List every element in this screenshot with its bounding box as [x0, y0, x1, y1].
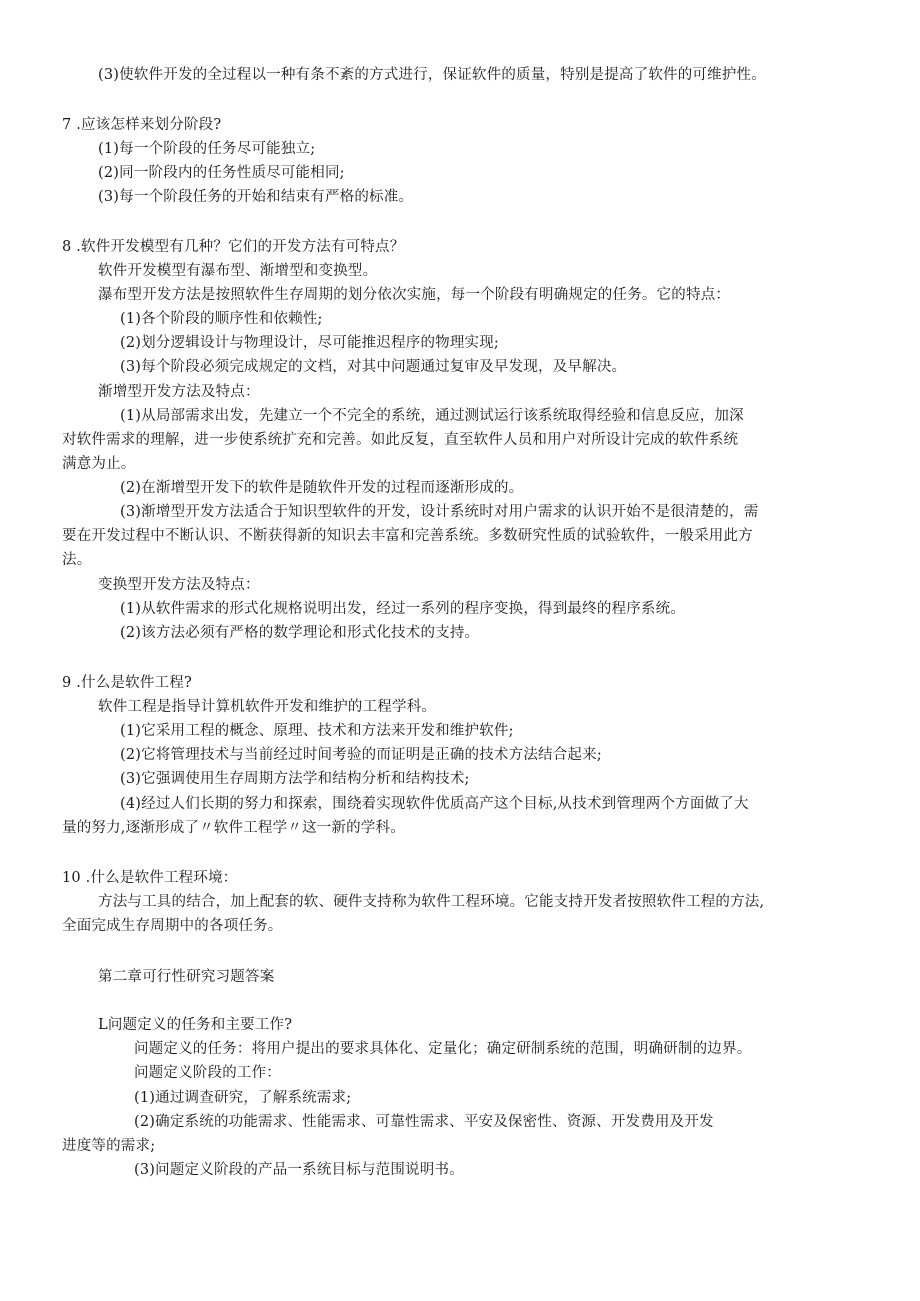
text-line: 满意为止。	[62, 456, 136, 472]
text-line: 全面完成生存周期中的各项任务。	[62, 918, 283, 934]
list-item: (1)通过调查研究，了解系统需求;	[134, 1090, 352, 1106]
list-item: (3)它强调使用生存周期方法学和结构分析和结构技术;	[120, 771, 470, 787]
text-line: (3)使软件开发的全过程以一种有条不紊的方式进行，保证软件的质量，特别是提高了软件的可维护性。	[98, 67, 766, 83]
list-item: (2)划分逻辑设计与物理设计，尽可能推迟程序的物理实现;	[120, 335, 500, 351]
list-item: (2)在渐增型开发下的软件是随软件开发的过程而逐渐形成的。	[120, 480, 524, 496]
list-item: (3)问题定义阶段的产品一系统目标与范围说明书。	[134, 1162, 464, 1178]
text-line: 软件工程是指导计算机软件开发和维护的工程学科。	[98, 699, 437, 715]
text-line: 问题定义的任务：将用户提出的要求具体化、定量化；确定研制系统的范围，明确研制的边界。	[134, 1041, 752, 1057]
chapter-title: 第二章可行性研究习题答案	[98, 969, 275, 985]
text-line: 瀑布型开发方法是按照软件生存周期的划分依次实施，每一个阶段有明确规定的任务。它的特点：	[98, 287, 731, 303]
list-item: (3)每一个阶段任务的开始和结束有严格的标准。	[98, 189, 414, 205]
list-item: (1)从局部需求出发，先建立一个不完全的系统，通过测试运行该系统取得经验和信息反应，加深	[120, 408, 744, 424]
text-line: 进度等的需求;	[62, 1138, 156, 1154]
question-heading: 8 .软件开发模型有几种？它们的开发方法有可特点？	[62, 239, 405, 255]
list-item: (2)它将管理技术与当前经过时间考验的而证明是正确的技术方法结合起来;	[120, 747, 602, 763]
list-item: (2)同一阶段内的任务性质尽可能相同;	[98, 165, 345, 181]
question-heading: 10 .什么是软件工程环境：	[62, 870, 238, 886]
list-item: (2)该方法必须有严格的数学理论和形式化技术的支持。	[120, 625, 480, 641]
list-item: (3)每个阶段必须完成规定的文档，对其中问题通过复审及早发现，及早解决。	[120, 359, 627, 375]
question-heading: 7 .应该怎样来划分阶段?	[62, 117, 222, 133]
text-line: 渐增型开发方法及特点：	[98, 384, 260, 400]
list-item: (1)从软件需求的形式化规格说明出发，经过一系列的程序变换，得到最终的程序系统。	[120, 601, 686, 617]
question-heading: 9 .什么是软件工程?	[62, 675, 192, 691]
text-line: 要在开发过程中不断认识、不断获得新的知识去丰富和完善系统。多数研究性质的试验软件，一般采用此方	[62, 528, 753, 544]
list-item: (3)渐增型开发方法适合于知识型软件的开发，设计系统时对用户需求的认识开始不是很清楚的，需	[120, 504, 759, 520]
list-item: (1)每一个阶段的任务尽可能独立;	[98, 141, 316, 157]
text-line: 问题定义阶段的工作：	[134, 1065, 281, 1081]
list-item: (1)它采用工程的概念、原理、技术和方法来开发和维护软件;	[120, 723, 514, 739]
text-line: 量的努力,逐渐形成了〃软件工程学〃这一新的学科。	[62, 820, 405, 836]
list-item: (4)经过人们长期的努力和探索，围绕着实现软件优质高产这个目标,从技术到管理两个方面做了大	[120, 796, 749, 812]
text-line: 方法与工具的结合，加上配套的软、硬件支持称为软件工程环境。它能支持开发者按照软件工程的方法,	[98, 894, 765, 910]
text-line: 对软件需求的理解，进一步使系统扩充和完善。如此反复，直至软件人员和用户对所设计完成的软件系统	[62, 432, 739, 448]
text-line: 法。	[62, 552, 92, 568]
question-heading: L问题定义的任务和主要工作?	[98, 1017, 293, 1033]
list-item: (1)各个阶段的顺序性和依赖性;	[120, 311, 323, 327]
text-line: 变换型开发方法及特点：	[98, 577, 260, 593]
text-line: 软件开发模型有瀑布型、渐增型和变换型。	[98, 263, 378, 279]
list-item: (2)确定系统的功能需求、性能需求、可靠性需求、平安及保密性、资源、开发费用及开发	[134, 1114, 714, 1130]
